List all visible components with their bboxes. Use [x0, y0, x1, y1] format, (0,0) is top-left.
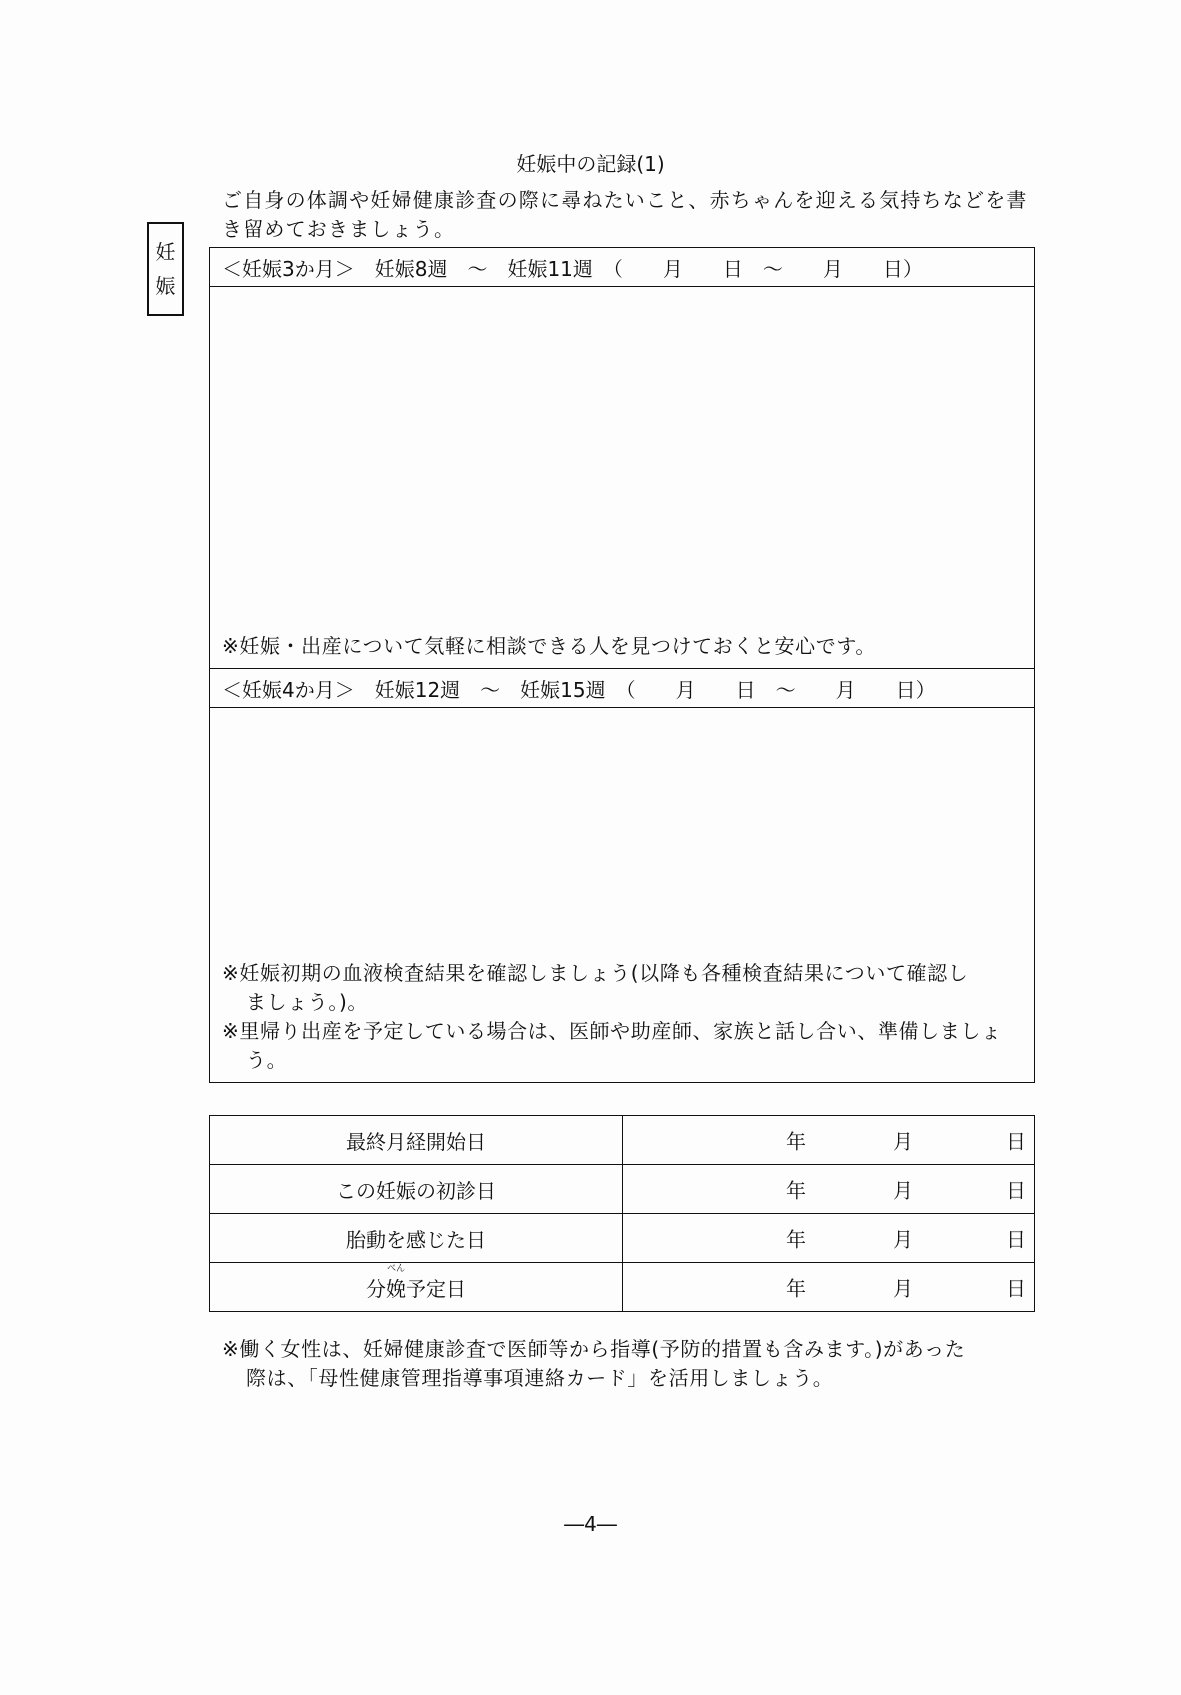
record-section-month4	[209, 668, 1035, 1083]
page-number: ―4―	[564, 1512, 617, 1536]
label-part: 分	[366, 1276, 386, 1301]
row-label: 胎動を感じた日	[210, 1214, 623, 1263]
table-row	[210, 1214, 1035, 1263]
table-row	[210, 1263, 1035, 1312]
row-label: 最終月経開始日	[210, 1116, 623, 1165]
date-field[interactable]	[623, 1165, 1035, 1214]
footnote-line-cont: 際は、「母性健康管理指導事項連絡カード」を活用しましょう。	[246, 1366, 834, 1390]
note-line-cont: う。	[246, 1048, 288, 1072]
month-unit: 月	[893, 1276, 913, 1301]
note-line-cont: ましょう。)。	[246, 990, 369, 1014]
section-header: ＜妊娠4か月＞ 妊娠12週 ～ 妊娠15週 （ 月 日 ～ 月 日）	[210, 669, 1034, 708]
ruby-base: 娩	[386, 1276, 406, 1301]
side-tab-char: 娠	[155, 274, 176, 298]
table-row	[210, 1165, 1035, 1214]
year-unit: 年	[786, 1276, 806, 1301]
section-note	[222, 632, 1026, 661]
date-field[interactable]	[623, 1263, 1035, 1312]
ruby-char	[386, 1263, 406, 1302]
note-line: ※妊娠初期の血液検査結果を確認しましょう(以降も各種検査結果について確認し	[222, 961, 969, 985]
day-unit: 日	[1006, 1129, 1026, 1154]
month-unit: 月	[893, 1178, 913, 1203]
section-note	[222, 959, 1026, 1075]
note-line: ※妊娠・出産について気軽に相談できる人を見つけておくと安心です。	[222, 634, 876, 658]
dates-table	[209, 1115, 1035, 1312]
label-part: 予定日	[406, 1276, 466, 1301]
year-unit: 年	[786, 1178, 806, 1203]
year-unit: 年	[786, 1227, 806, 1252]
date-field[interactable]	[623, 1116, 1035, 1165]
day-unit: 日	[1006, 1276, 1026, 1301]
section-header: ＜妊娠3か月＞ 妊娠8週 ～ 妊娠11週 （ 月 日 ～ 月 日）	[210, 248, 1034, 287]
ruby-reading: べん	[386, 1263, 405, 1274]
month-unit: 月	[893, 1129, 913, 1154]
page-title: 妊娠中の記録(1)	[516, 152, 665, 176]
table-row	[210, 1116, 1035, 1165]
day-unit: 日	[1006, 1178, 1026, 1203]
side-tab-char: 妊	[155, 240, 176, 264]
row-label: この妊娠の初診日	[210, 1165, 623, 1214]
side-tab	[147, 222, 184, 316]
day-unit: 日	[1006, 1227, 1026, 1252]
note-line: ※里帰り出産を予定している場合は、医師や助産師、家族と話し合い、準備しましょ	[222, 1019, 1002, 1043]
date-field[interactable]	[623, 1214, 1035, 1263]
footnote-line: ※働く女性は、妊婦健康診査で医師等から指導(予防的措置も含みます。)があった	[222, 1337, 966, 1361]
footnote	[222, 1335, 1042, 1393]
year-unit: 年	[786, 1129, 806, 1154]
record-section-month3	[209, 247, 1035, 669]
month-unit: 月	[893, 1227, 913, 1252]
row-label	[210, 1263, 623, 1312]
intro-text: ご自身の体調や妊婦健康診査の際に尋ねたいこと、赤ちゃんを迎える気持ちなどを書き留めておきましょう。	[222, 188, 1028, 241]
